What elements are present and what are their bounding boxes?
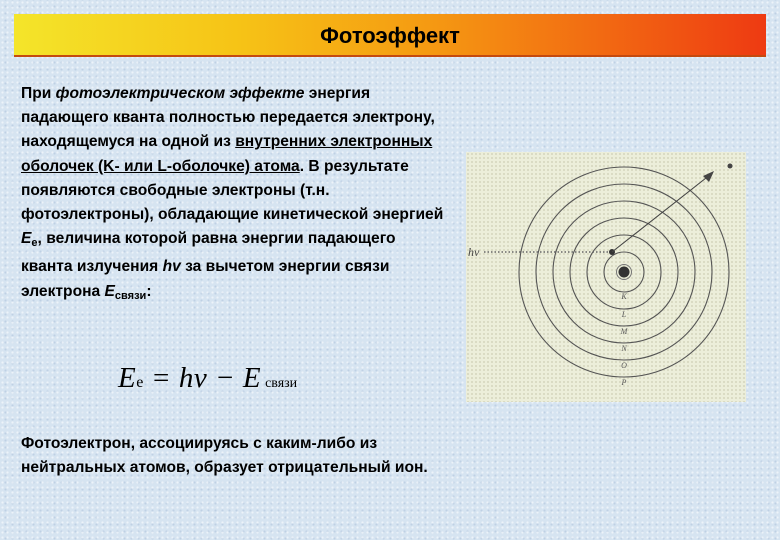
arrow-head-icon: [703, 171, 714, 182]
formula-e: E: [118, 362, 137, 394]
shell-label-n: N: [621, 344, 627, 353]
text-part: При: [21, 85, 56, 102]
symbol-binding-subscript: связи: [114, 289, 147, 302]
symbol-e-binding: E: [104, 282, 115, 300]
photoelectron: [728, 164, 733, 169]
nucleus: [619, 267, 630, 278]
photon-label: hν: [468, 245, 480, 259]
symbol-hv: hv: [162, 258, 181, 276]
atom-diagram: [466, 152, 746, 402]
symbol-e-subscript: e: [31, 237, 38, 250]
text-part: , величина которой равна энергии падающего кванта излучения: [21, 230, 396, 276]
shell-label-o: O: [621, 361, 627, 370]
text-part: за вычетом энергии связи электрона: [21, 258, 390, 300]
second-paragraph: Фотоэлектрон, ассоциируясь с каким-либо из нейтральных атомов, образует отрицательный ион.: [21, 435, 428, 477]
formula-e-subscript: e: [136, 374, 144, 391]
formula-middle: = hν − E: [143, 362, 262, 394]
shell-label-p: P: [621, 378, 627, 387]
formula: [118, 362, 318, 402]
text-part: . В результате появляются свободные электроны (т.н. фотоэлектроны), обладающие кинетической энергией: [21, 157, 444, 224]
symbol-e: E: [21, 230, 32, 248]
shell-label-l: L: [621, 310, 627, 319]
term-inner-shells: внутренних электронных оболочек (K- или L-оболочке) атома: [21, 133, 433, 175]
photoelectron-track: [612, 178, 706, 252]
term-photoelectric-effect: фотоэлектрическом эффекте: [55, 85, 305, 102]
title-bar: [14, 14, 766, 57]
shell-label-m: M: [620, 327, 628, 336]
atom-shells-svg: [466, 152, 746, 402]
text-part: :: [146, 282, 152, 300]
text-part: энергия падающего кванта полностью передается электрону, находящемуся на одной из: [21, 85, 435, 151]
shell-label-k: K: [621, 292, 627, 301]
main-paragraph: [21, 82, 451, 308]
slide-title: Фотоэффект: [320, 23, 460, 48]
formula-binding-subscript: связи: [265, 376, 298, 391]
